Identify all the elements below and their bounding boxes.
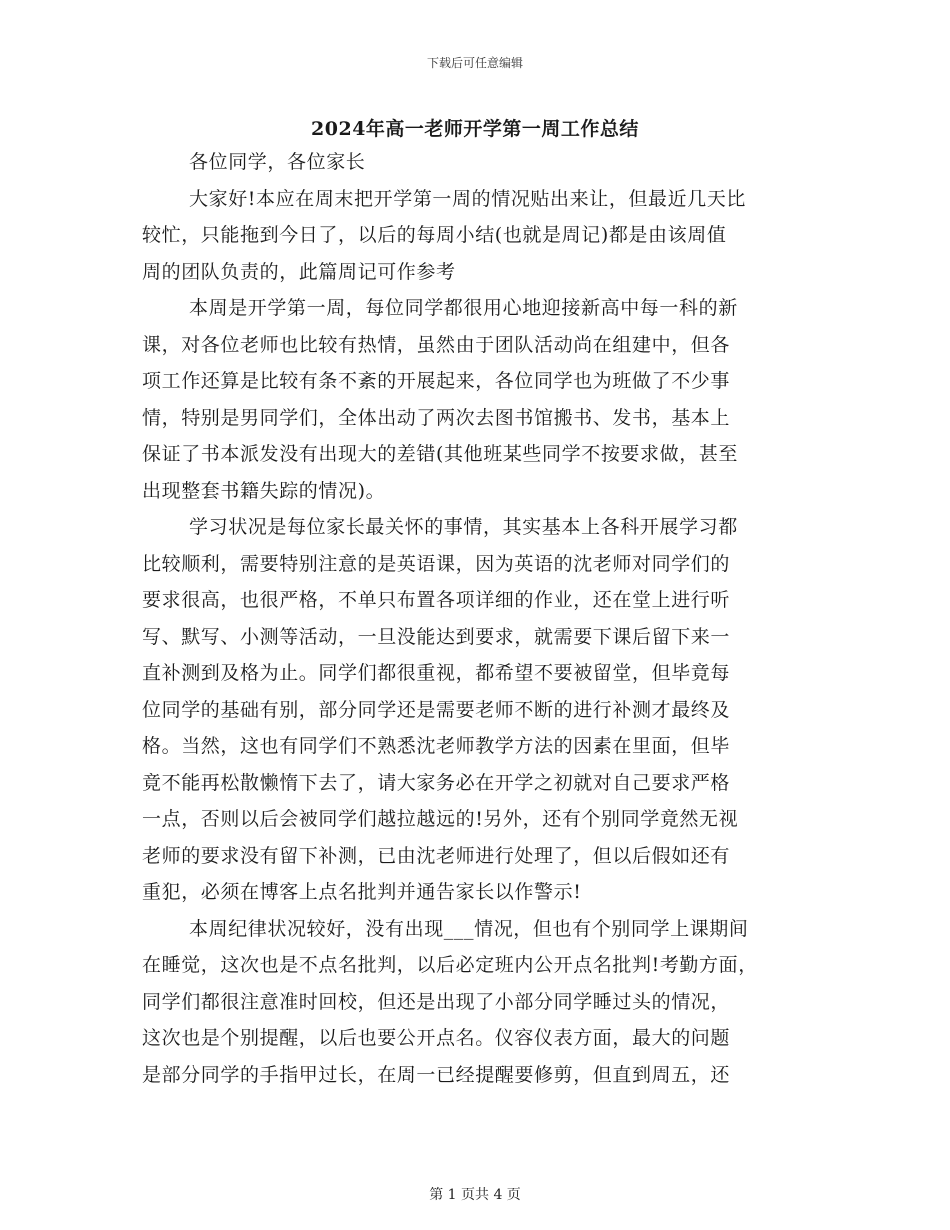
text-line: 较忙，只能拖到今日了，以后的每周小结(也就是周记)都是由该周值 (142, 224, 727, 246)
text-line: 项工作还算是比较有条不紊的开展起来，各位同学也为班做了不少事 (142, 370, 731, 392)
page-footer: 第 1 页共 4 页 (429, 1187, 521, 1203)
text-line: 大家好!本应在周末把开学第一周的情况贴出来让，但最近几天比 (189, 187, 747, 210)
text-line: 位同学的基础有别，部分同学还是需要老师不断的进行补测才最终及 (142, 698, 731, 721)
text-line: 竟不能再松散懒惰下去了，请大家务必在开学之初就对自己要求严格 (142, 771, 731, 794)
text-line: 这次也是个别提醒，以后也要公开点名。仪容仪表方面，最大的问题 (142, 1027, 731, 1049)
document-title: 2024年高一老师开学第一周工作总结 (311, 118, 639, 140)
text-line: 周的团队负责的，此篇周记可作参考 (142, 260, 456, 283)
text-line: 重犯，必须在博客上点名批判并通告家长以作警示! (142, 881, 582, 903)
text-line: 本周是开学第一周，每位同学都很用心地迎接新高中每一科的新 (189, 297, 738, 319)
text-line: 要求很高，也很严格，不单只布置各项详细的作业，还在堂上进行听 (142, 589, 731, 611)
text-line: 比较顺利，需要特别注意的是英语课，因为英语的沈老师对同学们的 (142, 552, 731, 575)
text-line: 格。当然，这也有同学们不熟悉沈老师教学方法的因素在里面，但毕 (142, 735, 731, 757)
text-line: 是部分同学的手指甲过长，在周一已经提醒要修剪，但直到周五，还 (142, 1063, 731, 1086)
text-line: 情，特别是男同学们，全体出动了两次去图书馆搬书、发书，基本上 (142, 406, 731, 429)
text-line: 学习状况是每位家长最关怀的事情，其实基本上各科开展学习都 (189, 516, 738, 538)
text-line: 课，对各位老师也比较有热情，虽然由于团队活动尚在组建中，但各 (142, 333, 731, 356)
text-line: 老师的要求没有留下补测，已由沈老师进行处理了，但以后假如还有 (142, 844, 731, 867)
text-line: 出现整套书籍失踪的情况)。 (142, 479, 386, 502)
page-header: 下载后可任意编辑 (426, 56, 523, 70)
text-line: 在睡觉，这次也是不点名批判，以后必定班内公开点名批判!考勤方面， (142, 954, 758, 976)
document-body (142, 144, 814, 1093)
text-line: 写、默写、小测等活动，一旦没能达到要求，就需要下课后留下来一 (142, 625, 731, 648)
text-line: 保证了书本派发没有出现大的差错(其他班某些同学不按要求做，甚至 (142, 443, 739, 465)
text-line: 各位同学，各位家长 (189, 151, 366, 173)
text-line: 同学们都很注意准时回校，但还是出现了小部分同学睡过头的情况， (142, 990, 731, 1013)
text-line: 直补测到及格为止。同学们都很重视，都希望不要被留堂，但毕竟每 (142, 662, 731, 684)
text-line: 一点，否则以后会被同学们越拉越远的!另外，还有个别同学竟然无视 (142, 808, 739, 830)
text-line: 本周纪律状况较好，没有出现___情况，但也有个别同学上课期间 (189, 917, 749, 940)
